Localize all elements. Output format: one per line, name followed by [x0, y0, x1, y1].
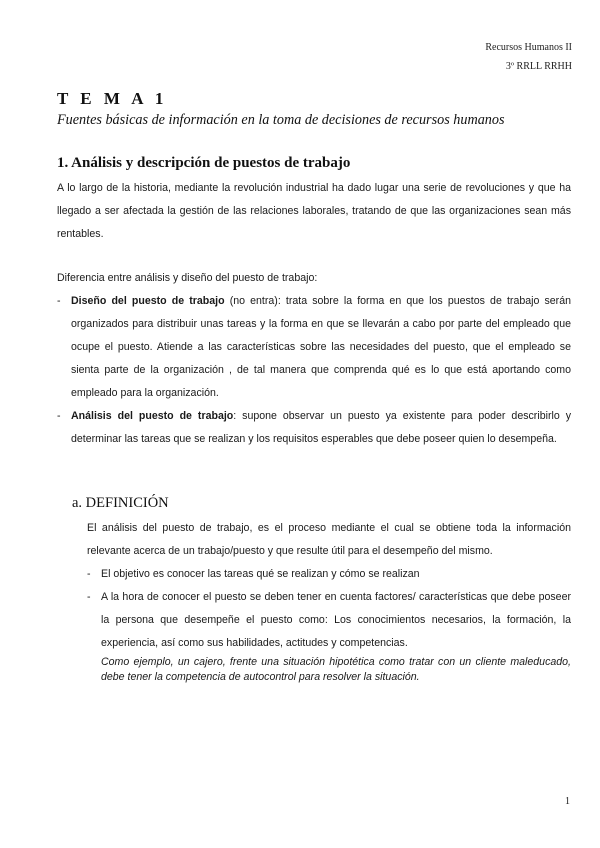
bullet-text: A la hora de conocer el puesto se deben tener en cuenta factores/ características que debe poseer la persona que desempeñe el puesto como: Los conocimientos necesarios, la formación, la experiencia, así como sus habilidades, actitudes y competencias.: [101, 591, 571, 649]
example-text: Como ejemplo, un cajero, frente una situación hipotética como tratar con un cliente maleducado, debe tener la competencia de autocontrol para resolver la situación.: [101, 656, 571, 683]
bullet-term: Diseño del puesto de trabajo: [71, 295, 225, 307]
bullet-term: Análisis del puesto de trabajo: [71, 410, 234, 422]
bullet-text: : supone observar un puesto ya existente para poder describirlo y determinar las tareas que se realizan y los requisitos esperables que debe poseer quien lo desempeña.: [71, 410, 571, 445]
design-analysis-list: [57, 290, 571, 451]
list-item: [57, 290, 571, 405]
bullet-note: (no entra): [224, 295, 278, 307]
bullet-dash: -: [87, 591, 91, 603]
page-header: [485, 38, 572, 76]
subsection-title: a. DEFINICIÓN: [72, 495, 169, 511]
bullet-text: El objetivo es conocer las tareas qué se realizan y cómo se realizan: [101, 568, 420, 580]
section-title: 1. Análisis y descripción de puestos de trabajo: [57, 155, 351, 171]
bullet-text: : trata sobre la forma en que los puestos de trabajo serán organizados para distribuir unas tareas y la forma en que se llevarán a cabo por parte del empleado que ocupe el puesto. Atiende a las características sobre las necesidades del puesto, que el empleado se sienta parte de la organización , de tal manera que comprenda qué es lo que está aportando como empleado para la organización.: [71, 295, 571, 399]
header-course: Recursos Humanos II: [485, 42, 572, 53]
difference-label: Diferencia entre análisis y diseño del puesto de trabajo:: [57, 272, 318, 284]
bullet-dash: -: [57, 410, 61, 422]
definition-paragraph: El análisis del puesto de trabajo, es el proceso mediante el cual se obtiene toda la información relevante acerca de un trabajo/puesto y que resulte útil para el desempeño del mismo.: [87, 522, 571, 557]
page-number: 1: [565, 796, 570, 807]
list-item: [87, 586, 571, 655]
tema-subtitle: Fuentes básicas de información en la toma de decisiones de recursos humanos: [57, 112, 505, 128]
list-item: [87, 563, 571, 586]
tema-title: T E M A 1: [57, 89, 168, 108]
bullet-dash: -: [87, 568, 91, 580]
intro-paragraph: A lo largo de la historia, mediante la revolución industrial ha dado lugar una serie de revoluciones y que ha llegado a ser afectada la gestión de las relaciones laborales, tratando de que las organizaciones sean más rentables.: [57, 182, 571, 240]
bullet-dash: -: [57, 295, 61, 307]
list-item: [57, 405, 571, 451]
definition-list: [87, 563, 571, 655]
header-group: 3º RRLL RRHH: [505, 61, 572, 72]
